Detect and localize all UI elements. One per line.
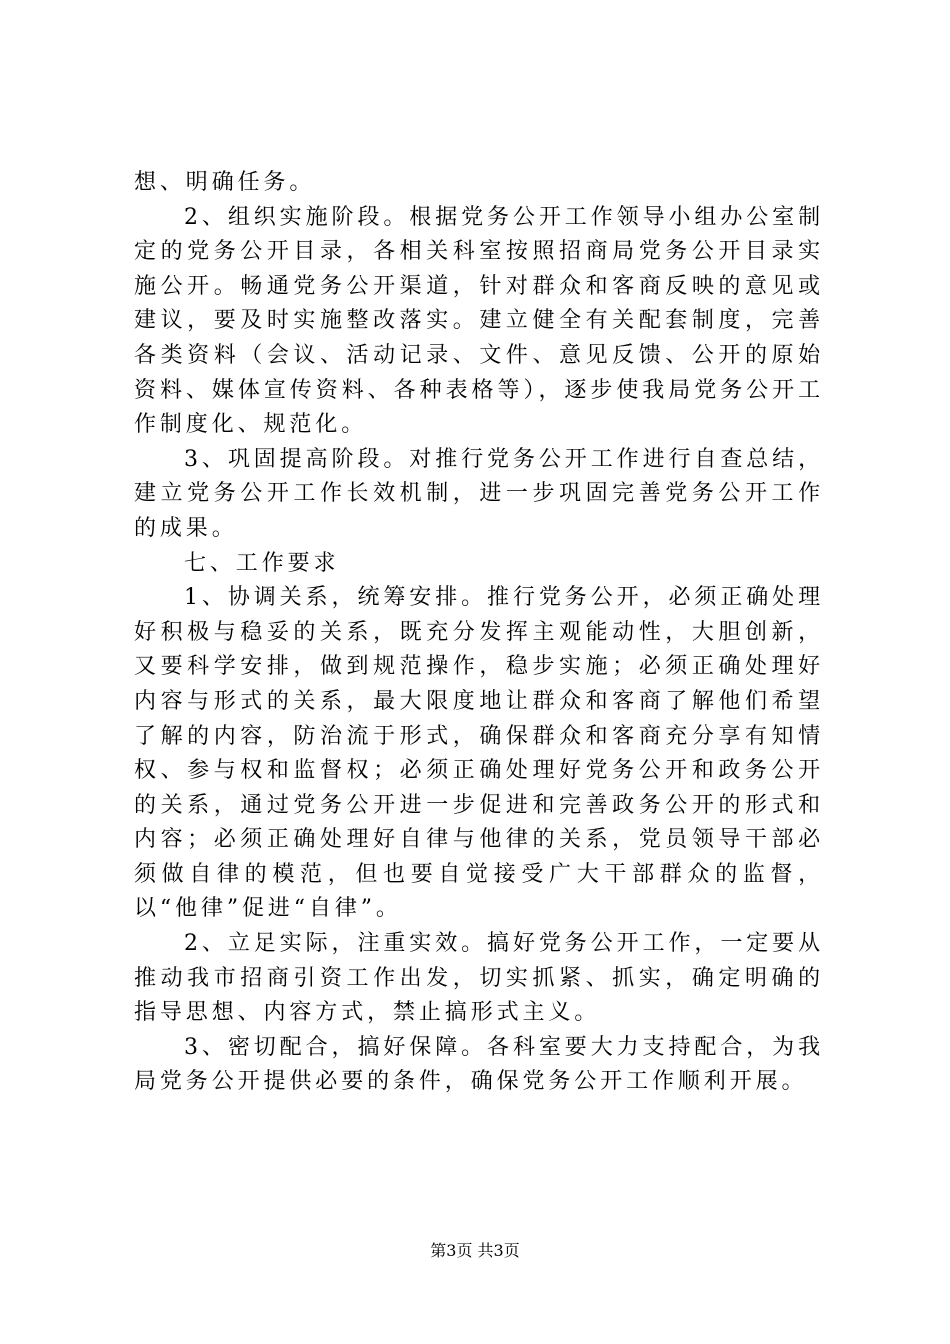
paragraph-requirement-3: 3、密切配合，搞好保障。各科室要大力支持配合，为我局党务公开提供必要的条件，确保党务公开工作顺利开展。 xyxy=(134,1034,824,1095)
document-body xyxy=(134,166,824,1100)
paragraph-requirement-1: 1、协调关系，统筹安排。推行党务公开，必须正确处理好积极与稳妥的关系，既充分发挥主观能动性，大胆创新，又要科学安排，做到规范操作，稳步实施；必须正确处理好内容与形式的关系，最大限度地让群众和客商了解他们希望了解的内容，防治流于形式，确保群众和客商充分享有知情权、参与权和监督权；必须正确处理好党务公开和政务公开的关系，通过党务公开进一步促进和完善政务公开的形式和内容；必须正确处理好自律与他律的关系，党员领导干部必须做自律的模范，但也要自觉接受广大干部群众的监督，以“他律”促进“自律”。 xyxy=(134,585,824,922)
paragraph-requirement-2: 2、立足实际，注重实效。搞好党务公开工作，一定要从推动我市招商引资工作出发，切实抓紧、抓实，确定明确的指导思想、内容方式，禁止搞形式主义。 xyxy=(134,931,824,1026)
page-number-label: 第3页 共3页 xyxy=(430,1241,520,1260)
paragraph-phase-2: 2、组织实施阶段。根据党务公开工作领导小组办公室制定的党务公开目录，各相关科室按照招商局党务公开目录实施公开。畅通党务公开渠道，针对群众和客商反映的意见或建议，要及时实施整改落实。建立健全有关配套制度，完善各类资料（会议、活动记录、文件、意见反馈、公开的原始资料、媒体宣传资料、各种表格等），逐步使我局党务公开工作制度化、规范化。 xyxy=(134,204,824,438)
paragraph-continuation: 想、明确任务。 xyxy=(134,170,316,195)
section-heading-work-requirements: 七、工作要求 xyxy=(184,550,340,576)
paragraph-phase-3: 3、巩固提高阶段。对推行党务公开工作进行自查总结，建立党务公开工作长效机制，进一步巩固完善党务公开工作的成果。 xyxy=(134,446,824,541)
page-footer xyxy=(0,1240,950,1262)
